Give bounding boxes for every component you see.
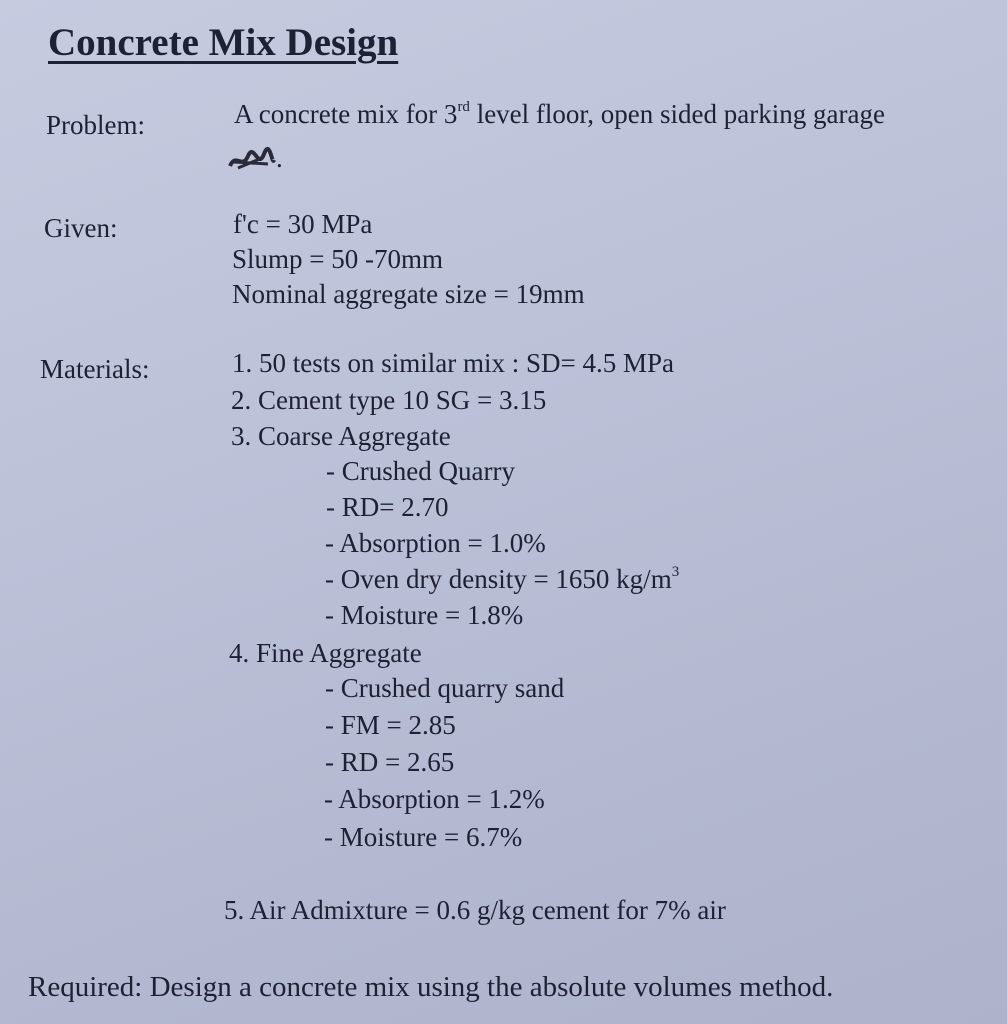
problem-label: Problem: <box>46 110 145 140</box>
coarse-crushed-quarry: - Crushed Quarry <box>326 456 515 486</box>
required-text: Required: Design a concrete mix using the absolute volumes method. <box>28 971 834 1003</box>
fine-absorption: - Absorption = 1.2% <box>324 784 545 814</box>
fine-rd: - RD = 2.65 <box>325 747 455 777</box>
materials-item-2: 2. Cement type 10 SG = 3.15 <box>231 385 547 415</box>
fine-fm: - FM = 2.85 <box>325 710 456 740</box>
materials-item-4-heading: 4. Fine Aggregate <box>229 638 422 668</box>
problem-text-start: A concrete mix for 3 <box>234 99 458 129</box>
given-fc: f'c = 30 MPa <box>233 209 373 239</box>
problem-text-end: level floor, open sided parking garage <box>469 99 885 129</box>
coarse-absorption: - Absorption = 1.0% <box>325 528 546 558</box>
given-label: Given: <box>44 213 118 243</box>
problem-text <box>234 99 885 130</box>
fine-crushed-sand: - Crushed quarry sand <box>325 673 565 703</box>
coarse-density-text: - Oven dry density = 1650 kg/m <box>325 564 672 594</box>
problem-superscript: rd <box>457 99 470 115</box>
coarse-density-superscript: 3 <box>671 564 680 580</box>
page-title: Concrete Mix Design <box>48 21 399 64</box>
coarse-rd: - RD= 2.70 <box>326 492 449 522</box>
materials-item-5: 5. Air Admixture = 0.6 g/kg cement for 7% air <box>224 895 726 925</box>
materials-item-1: 1. 50 tests on similar mix : SD= 4.5 MPa <box>232 348 674 378</box>
materials-item-3-heading: 3. Coarse Aggregate <box>231 421 451 451</box>
coarse-density <box>325 564 679 595</box>
materials-label: Materials: <box>40 354 150 384</box>
given-aggregate-size: Nominal aggregate size = 19mm <box>232 279 585 309</box>
scribble-mark <box>228 146 276 174</box>
fine-moisture: - Moisture = 6.7% <box>324 822 523 852</box>
given-slump: Slump = 50 -70mm <box>232 244 443 274</box>
problem-line2-end: . <box>276 143 283 173</box>
coarse-moisture: - Moisture = 1.8% <box>325 600 524 630</box>
